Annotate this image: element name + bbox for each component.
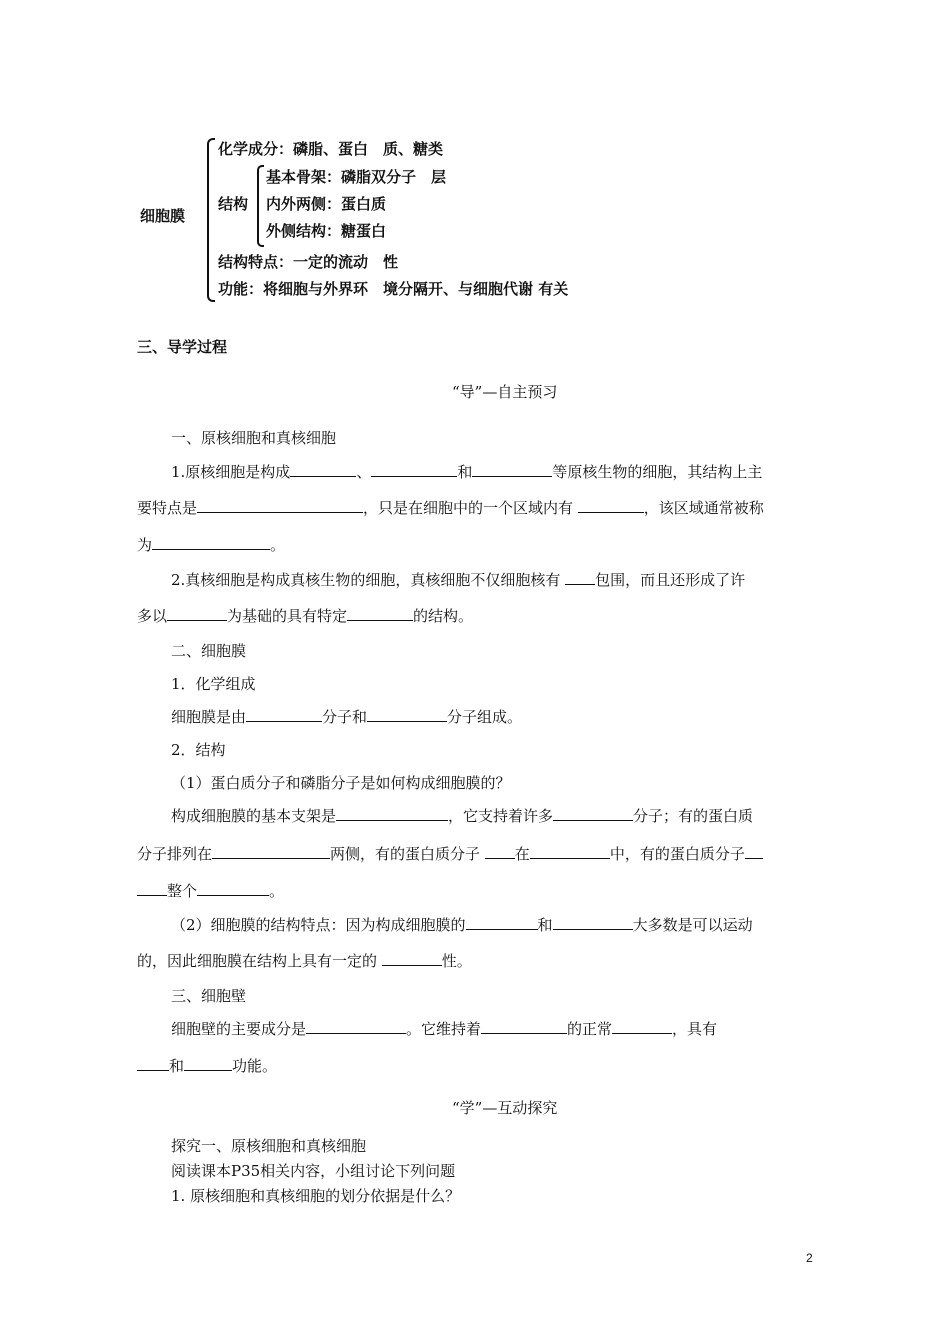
blank[interactable] bbox=[152, 534, 270, 550]
s2-p3-line3: 整个 。 bbox=[137, 880, 284, 901]
s1-p2-line2: 多以 为基础的具有特定 的结构。 bbox=[137, 607, 474, 625]
explore-question: 1. 原核细胞和真核细胞的划分依据是什么？ bbox=[171, 1187, 461, 1205]
blank[interactable] bbox=[246, 706, 322, 722]
blank[interactable] bbox=[336, 805, 448, 821]
blank[interactable] bbox=[485, 843, 515, 859]
blank[interactable] bbox=[530, 843, 610, 859]
part2-title: “学”—互动探究 bbox=[452, 1099, 558, 1117]
diagram-root: 细胞膜 bbox=[140, 207, 186, 225]
blank[interactable] bbox=[137, 1055, 169, 1071]
blank[interactable] bbox=[472, 461, 552, 477]
diagram-struct-item: 基本骨架：磷脂双分子 层 bbox=[266, 168, 447, 186]
diagram-chem: 化学成分：磷脂、蛋白 质、糖类 bbox=[218, 140, 444, 158]
blank[interactable] bbox=[290, 461, 356, 477]
outer-brace bbox=[207, 138, 215, 302]
blank[interactable] bbox=[306, 1018, 406, 1034]
blank[interactable] bbox=[612, 1018, 672, 1034]
s3-heading: 三、细胞壁 bbox=[171, 987, 247, 1005]
s3-p5-line1: 细胞壁的主要成分是 。它维持着 的正常 ，具有 bbox=[171, 1020, 718, 1038]
s2-p4-line1: （2）细胞膜的结构特点：因为构成细胞膜的 和 大多数是可以运动 bbox=[171, 916, 753, 934]
page-number: 2 bbox=[806, 1251, 813, 1265]
s2-p3-line1: 构成细胞膜的基本支架是 ，它支持着许多 分子；有的蛋白质 bbox=[171, 807, 754, 825]
section-heading: 三、导学过程 bbox=[137, 338, 228, 356]
blank[interactable] bbox=[382, 950, 442, 966]
blank[interactable] bbox=[347, 605, 413, 621]
s2-line1: 细胞膜是由 分子和 分子组成。 bbox=[171, 708, 523, 726]
blank[interactable] bbox=[197, 880, 269, 896]
blank[interactable] bbox=[578, 497, 644, 513]
s1-p1-line1: 1.原核细胞是构成 、 和 等原核生物的细胞，其结构上主 bbox=[171, 463, 763, 481]
blank[interactable] bbox=[565, 569, 595, 585]
s2-q1: （1）蛋白质分子和磷脂分子是如何构成细胞膜的？ bbox=[171, 774, 511, 792]
diagram-struct-item: 内外两侧：蛋白质 bbox=[266, 195, 387, 213]
part1-title: “导”—自主预习 bbox=[452, 383, 558, 401]
diagram-feature: 结构特点：一定的流动 性 bbox=[218, 253, 399, 271]
explore-read: 阅读课本P35相关内容，小组讨论下列问题 bbox=[171, 1162, 456, 1180]
blank[interactable] bbox=[371, 461, 457, 477]
diagram-function: 功能：将细胞与外界环 境分隔开、与细胞代谢 有关 bbox=[218, 280, 569, 298]
blank[interactable] bbox=[481, 1018, 567, 1034]
s1-p1-line3: 为 。 bbox=[137, 536, 286, 554]
inner-brace bbox=[257, 165, 264, 247]
blank[interactable] bbox=[212, 843, 330, 859]
blank[interactable] bbox=[184, 1055, 232, 1071]
explore-heading: 探究一、原核细胞和真核细胞 bbox=[171, 1137, 367, 1155]
s2-heading: 二、细胞膜 bbox=[171, 642, 247, 660]
blank[interactable] bbox=[167, 605, 227, 621]
s2-p4-line2: 的，因此细胞膜在结构上具有一定的 性。 bbox=[137, 952, 472, 970]
s3-p5-line2: 和 功能。 bbox=[137, 1055, 277, 1076]
s1-p2-line1: 2.真核细胞是构成真核生物的细胞，真核细胞不仅细胞核有 包围，而且还形成了许 bbox=[171, 571, 746, 589]
diagram-struct-label: 结构 bbox=[218, 195, 249, 213]
blank[interactable] bbox=[745, 843, 763, 859]
diagram-struct-item: 外侧结构：糖蛋白 bbox=[266, 222, 387, 240]
blank[interactable] bbox=[197, 497, 363, 513]
blank[interactable] bbox=[137, 880, 167, 896]
s1-p1-line2: 要特点是 ，只是在细胞中的一个区域内有 ，该区域通常被称 bbox=[137, 499, 764, 517]
s1-heading: 一、原核细胞和真核细胞 bbox=[171, 429, 337, 447]
blank[interactable] bbox=[553, 914, 633, 930]
blank[interactable] bbox=[367, 706, 447, 722]
blank[interactable] bbox=[553, 805, 633, 821]
s2-sub1: 1．化学组成 bbox=[171, 675, 256, 693]
blank[interactable] bbox=[466, 914, 538, 930]
s2-sub2: 2．结构 bbox=[171, 741, 226, 759]
s2-p3-line2: 分子排列在 两侧，有的蛋白质分子 在 中，有的蛋白质分子 bbox=[137, 843, 763, 864]
